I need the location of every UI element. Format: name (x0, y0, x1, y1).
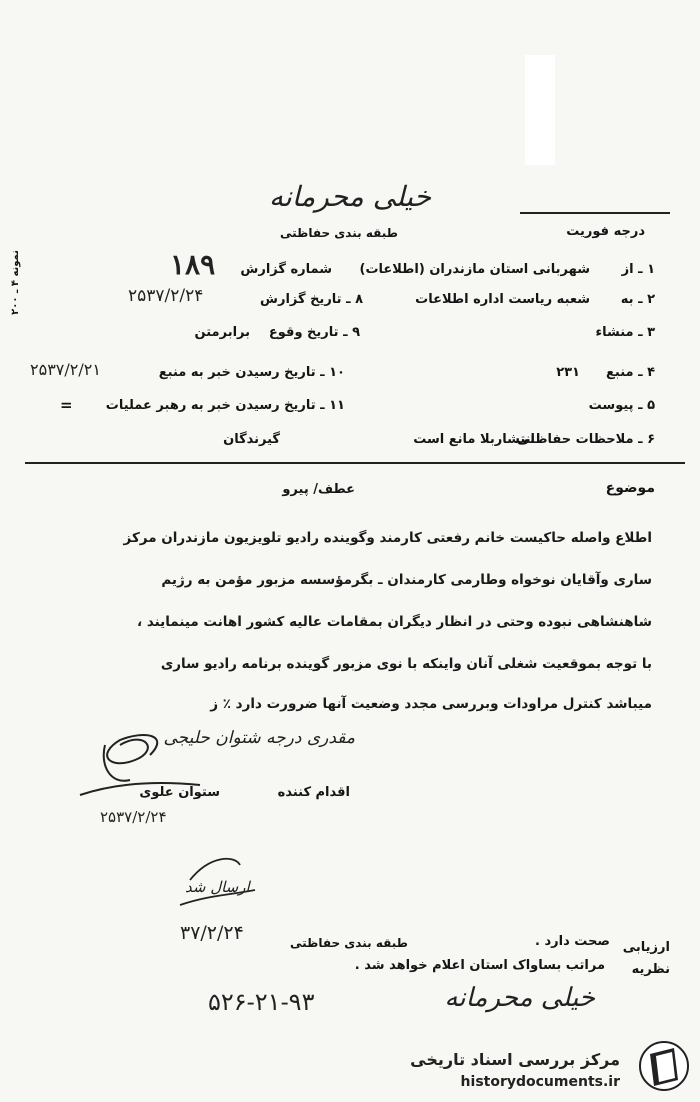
watermark-title: مرکز بررسی اسناد تاریخی (410, 1050, 620, 1069)
report-number-value: ۱۸۹ (170, 248, 216, 281)
report-date-value: ۲۵۳۷/۲/۲۴ (128, 286, 204, 306)
opinion-value: مراتب بساواک استان اعلام خواهد شد . (354, 958, 605, 973)
occurrence-date-label: ۹ ـ تاریخ وقوع (268, 325, 360, 340)
news-received-ops-value: = (60, 396, 73, 414)
protection-class-label: طبقه بندی حفاظتی (280, 226, 398, 240)
subject-value: عطف/ پیرو (282, 482, 355, 497)
opinion-label: نظریه (631, 962, 670, 977)
occurrence-date-value: برابرمتن (194, 325, 250, 340)
handwritten-date: ۳۷/۲/۲۴ (180, 922, 244, 944)
body-line: ساری وآقایان نوخواه وطارمی کارمندان ـ بگرمؤسسه مزبور مؤمن به رژیم (161, 572, 652, 588)
bottom-protection-class-label: طبقه بندی حفاظتی (290, 936, 408, 950)
evaluation-label: ارزیابی (622, 940, 670, 955)
subject-label: موضوع (605, 480, 655, 496)
action-label: اقدام کننده (277, 785, 350, 800)
news-received-source-value: ۲۵۳۷/۲/۲۱ (30, 360, 101, 379)
news-received-ops-label: ۱۱ ـ تاریخ رسیدن خبر به رهبر عملیات (105, 398, 345, 413)
body-line: شاهنشاهی نبوده وحتی در انظار دیگران بمقامات عالیه کشور اهانت مینمایند ، (137, 614, 652, 630)
field-origin-label: ۳ ـ منشاء (595, 325, 655, 340)
body-line: با توجه بموقعیت شغلی آنان واینکه با نوی مزبور گوینده برنامه رادیو ساری (160, 656, 652, 672)
bottom-classification-handwritten: خیلی محرمانه (444, 983, 595, 1013)
field-to-label: ۲ ـ به (620, 292, 655, 307)
file-number: ۵۲۶-۲۱-۹۳ (208, 988, 315, 1016)
field-source-label: ۴ ـ منبع (606, 365, 655, 380)
urgency-label: درجه فوریت (566, 224, 645, 239)
divider (520, 212, 670, 214)
field-from-value: شهربانی استان مازندران (اطلاعات) (359, 262, 590, 277)
archive-logo-icon (638, 1040, 690, 1092)
body-line: اطلاع واصله حاکیست خانم رفعتی کارمند وگوینده رادیو تلویزیون مازندران مرکز (123, 530, 652, 546)
body-line: میباشد کنترل مراودات وبررسی مجدد وضعیت آنها ضرورت دارد ٪ ز (210, 696, 652, 712)
action-value: ستوان علوی (139, 785, 220, 800)
handwritten-note: مقدری درجه شتوان حلیجی (163, 728, 355, 748)
signature (50, 725, 210, 815)
section-divider (25, 462, 685, 464)
report-date-label: ۸ ـ تاریخ گزارش (260, 292, 363, 307)
field-from-label: ۱ ـ از (621, 262, 655, 277)
paper-patch (525, 55, 555, 165)
news-received-source-label: ۱۰ ـ تاریخ رسیدن خبر به منبع (158, 365, 345, 380)
field-source-value: ۲۳۱ (556, 365, 580, 380)
margin-note: نمونه ۴ ـ ۲۰۰ (10, 250, 21, 315)
security-notes-value: انتشاربلا مانع است (413, 432, 535, 447)
field-to-value: شعبه ریاست اداره اطلاعات (415, 292, 590, 307)
report-number-label: شماره گزارش (240, 262, 332, 277)
classification-handwritten: خیلی محرمانه (268, 180, 432, 213)
action-date: ۲۵۳۷/۲/۲۴ (100, 808, 167, 826)
handwritten-forward: ارسال شد (185, 878, 250, 896)
security-notes-label: ۶ ـ ملاحظات حفاظتی (516, 432, 655, 447)
field-attachment-label: ۵ ـ پیوست (588, 398, 655, 413)
evaluation-value: صحت دارد . (535, 934, 610, 949)
watermark-url: historydocuments.ir (460, 1074, 620, 1090)
recipients-label: گیرندگان (223, 432, 280, 447)
